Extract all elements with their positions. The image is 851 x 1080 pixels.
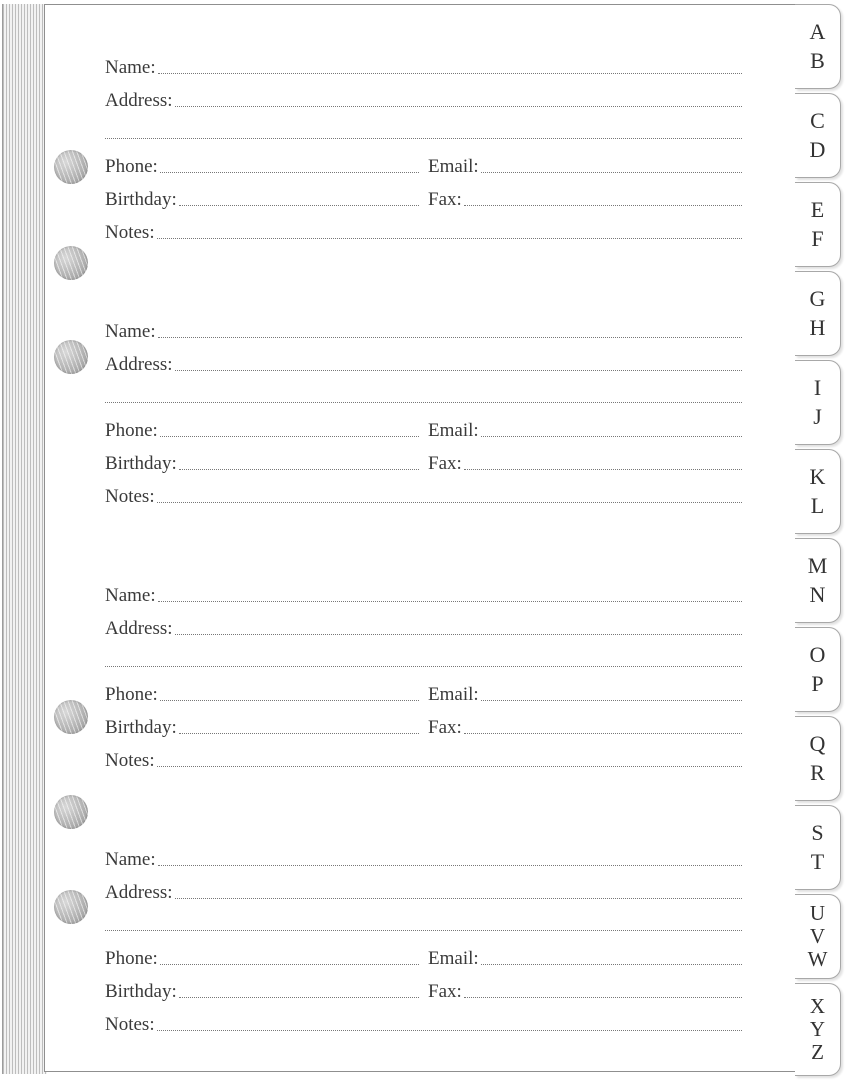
tab-letter: T — [810, 848, 825, 874]
address-label: Address: — [105, 90, 173, 111]
notes-label: Notes: — [105, 486, 155, 507]
contact-entry — [105, 318, 742, 518]
email-write-line[interactable] — [481, 700, 742, 701]
notes-field[interactable] — [105, 747, 742, 771]
address-continuation-line[interactable] — [105, 138, 742, 139]
phone-field[interactable] — [105, 681, 419, 705]
contact-entry — [105, 54, 742, 254]
tab-letter: G — [809, 285, 826, 311]
birthday-write-line[interactable] — [179, 469, 419, 470]
birthday-label: Birthday: — [105, 717, 177, 738]
tab-letter: C — [810, 107, 825, 133]
address-continuation-line[interactable] — [105, 666, 742, 667]
tab-st[interactable] — [795, 805, 841, 890]
name-field[interactable] — [105, 582, 742, 606]
birthday-label: Birthday: — [105, 981, 177, 1002]
tab-mn[interactable] — [795, 538, 841, 623]
address-label: Address: — [105, 882, 173, 903]
tab-ab[interactable] — [795, 4, 841, 89]
email-field[interactable] — [428, 417, 742, 441]
name-label: Name: — [105, 849, 156, 870]
tab-letter: D — [809, 136, 826, 162]
name-write-line[interactable] — [158, 601, 742, 602]
tab-kl[interactable] — [795, 449, 841, 534]
tab-letter: A — [809, 18, 826, 44]
phone-field[interactable] — [105, 417, 419, 441]
notes-label: Notes: — [105, 1014, 155, 1035]
phone-field[interactable] — [105, 945, 419, 969]
phone-write-line[interactable] — [160, 964, 419, 965]
tab-uvw[interactable] — [795, 894, 841, 979]
tab-ij[interactable] — [795, 360, 841, 445]
tab-letter: F — [811, 225, 824, 251]
binder-hole — [54, 150, 88, 184]
birthday-field[interactable] — [105, 450, 419, 474]
address-field[interactable] — [105, 615, 742, 639]
address-field[interactable] — [105, 351, 742, 375]
tab-letter: V — [809, 923, 826, 948]
birthday-write-line[interactable] — [179, 205, 419, 206]
email-label: Email: — [428, 684, 479, 705]
binder-hole — [54, 246, 88, 280]
fax-field[interactable] — [428, 450, 742, 474]
email-write-line[interactable] — [481, 436, 742, 437]
tab-letter: I — [813, 374, 822, 400]
email-field[interactable] — [428, 681, 742, 705]
tab-letter: S — [811, 819, 824, 845]
address-continuation-line[interactable] — [105, 930, 742, 931]
fax-label: Fax: — [428, 453, 462, 474]
fax-field[interactable] — [428, 186, 742, 210]
alphabet-tabs — [795, 4, 845, 1076]
tab-xyz[interactable] — [795, 983, 841, 1076]
fax-label: Fax: — [428, 189, 462, 210]
notes-write-line[interactable] — [157, 1030, 742, 1031]
fax-field[interactable] — [428, 978, 742, 1002]
email-field[interactable] — [428, 945, 742, 969]
phone-label: Phone: — [105, 420, 158, 441]
tab-letter: L — [810, 492, 825, 518]
address-write-line[interactable] — [175, 370, 742, 371]
contact-entry — [105, 582, 742, 782]
name-write-line[interactable] — [158, 865, 742, 866]
address-write-line[interactable] — [175, 634, 742, 635]
binder-hole — [54, 795, 88, 829]
birthday-label: Birthday: — [105, 453, 177, 474]
name-write-line[interactable] — [158, 73, 742, 74]
address-continuation-line[interactable] — [105, 402, 742, 403]
tab-ef[interactable] — [795, 182, 841, 267]
address-field[interactable] — [105, 87, 742, 111]
tab-letter: Q — [809, 730, 826, 756]
notes-field[interactable] — [105, 219, 742, 243]
fax-write-line[interactable] — [464, 205, 742, 206]
phone-label: Phone: — [105, 156, 158, 177]
phone-write-line[interactable] — [160, 436, 419, 437]
tab-letter: E — [810, 196, 825, 222]
birthday-field[interactable] — [105, 186, 419, 210]
fax-write-line[interactable] — [464, 469, 742, 470]
tab-letter: W — [807, 947, 828, 972]
name-label: Name: — [105, 585, 156, 606]
tab-qr[interactable] — [795, 716, 841, 801]
tab-letter: H — [809, 314, 826, 340]
tab-letter: K — [809, 463, 826, 489]
fax-field[interactable] — [428, 714, 742, 738]
tab-letter: Z — [811, 1040, 824, 1065]
tab-gh[interactable] — [795, 271, 841, 356]
name-label: Name: — [105, 57, 156, 78]
email-label: Email: — [428, 420, 479, 441]
tab-letter: X — [809, 993, 826, 1018]
name-write-line[interactable] — [158, 337, 742, 338]
tab-letter: Y — [809, 1016, 826, 1041]
tab-cd[interactable] — [795, 93, 841, 178]
address-label: Address: — [105, 618, 173, 639]
tab-op[interactable] — [795, 627, 841, 712]
tab-letter: M — [807, 552, 828, 578]
name-field[interactable] — [105, 846, 742, 870]
notes-write-line[interactable] — [157, 502, 742, 503]
birthday-field[interactable] — [105, 714, 419, 738]
birthday-label: Birthday: — [105, 189, 177, 210]
tab-letter: B — [810, 47, 825, 73]
notes-field[interactable] — [105, 483, 742, 507]
tab-letter: J — [813, 403, 822, 429]
tab-letter: O — [809, 641, 826, 667]
fax-write-line[interactable] — [464, 997, 742, 998]
binder-hole — [54, 700, 88, 734]
notes-write-line[interactable] — [157, 238, 742, 239]
birthday-write-line[interactable] — [179, 733, 419, 734]
address-write-line[interactable] — [175, 106, 742, 107]
email-label: Email: — [428, 156, 479, 177]
name-field[interactable] — [105, 318, 742, 342]
notes-write-line[interactable] — [157, 766, 742, 767]
birthday-field[interactable] — [105, 978, 419, 1002]
fax-write-line[interactable] — [464, 733, 742, 734]
contact-entry — [105, 846, 742, 1046]
phone-field[interactable] — [105, 153, 419, 177]
tab-letter: N — [809, 581, 826, 607]
birthday-write-line[interactable] — [179, 997, 419, 998]
tab-letter: U — [809, 900, 826, 925]
name-field[interactable] — [105, 54, 742, 78]
binder-hole — [54, 890, 88, 924]
binder-hole — [54, 340, 88, 374]
fax-label: Fax: — [428, 717, 462, 738]
fax-label: Fax: — [428, 981, 462, 1002]
email-write-line[interactable] — [481, 172, 742, 173]
email-field[interactable] — [428, 153, 742, 177]
phone-label: Phone: — [105, 948, 158, 969]
address-label: Address: — [105, 354, 173, 375]
email-write-line[interactable] — [481, 964, 742, 965]
phone-label: Phone: — [105, 684, 158, 705]
tab-letter: R — [810, 759, 825, 785]
notes-label: Notes: — [105, 222, 155, 243]
address-write-line[interactable] — [175, 898, 742, 899]
name-label: Name: — [105, 321, 156, 342]
page-stack-edge — [2, 4, 47, 1074]
notes-label: Notes: — [105, 750, 155, 771]
tab-letter: P — [811, 670, 824, 696]
address-field[interactable] — [105, 879, 742, 903]
phone-write-line[interactable] — [160, 700, 419, 701]
notes-field[interactable] — [105, 1011, 742, 1035]
phone-write-line[interactable] — [160, 172, 419, 173]
email-label: Email: — [428, 948, 479, 969]
